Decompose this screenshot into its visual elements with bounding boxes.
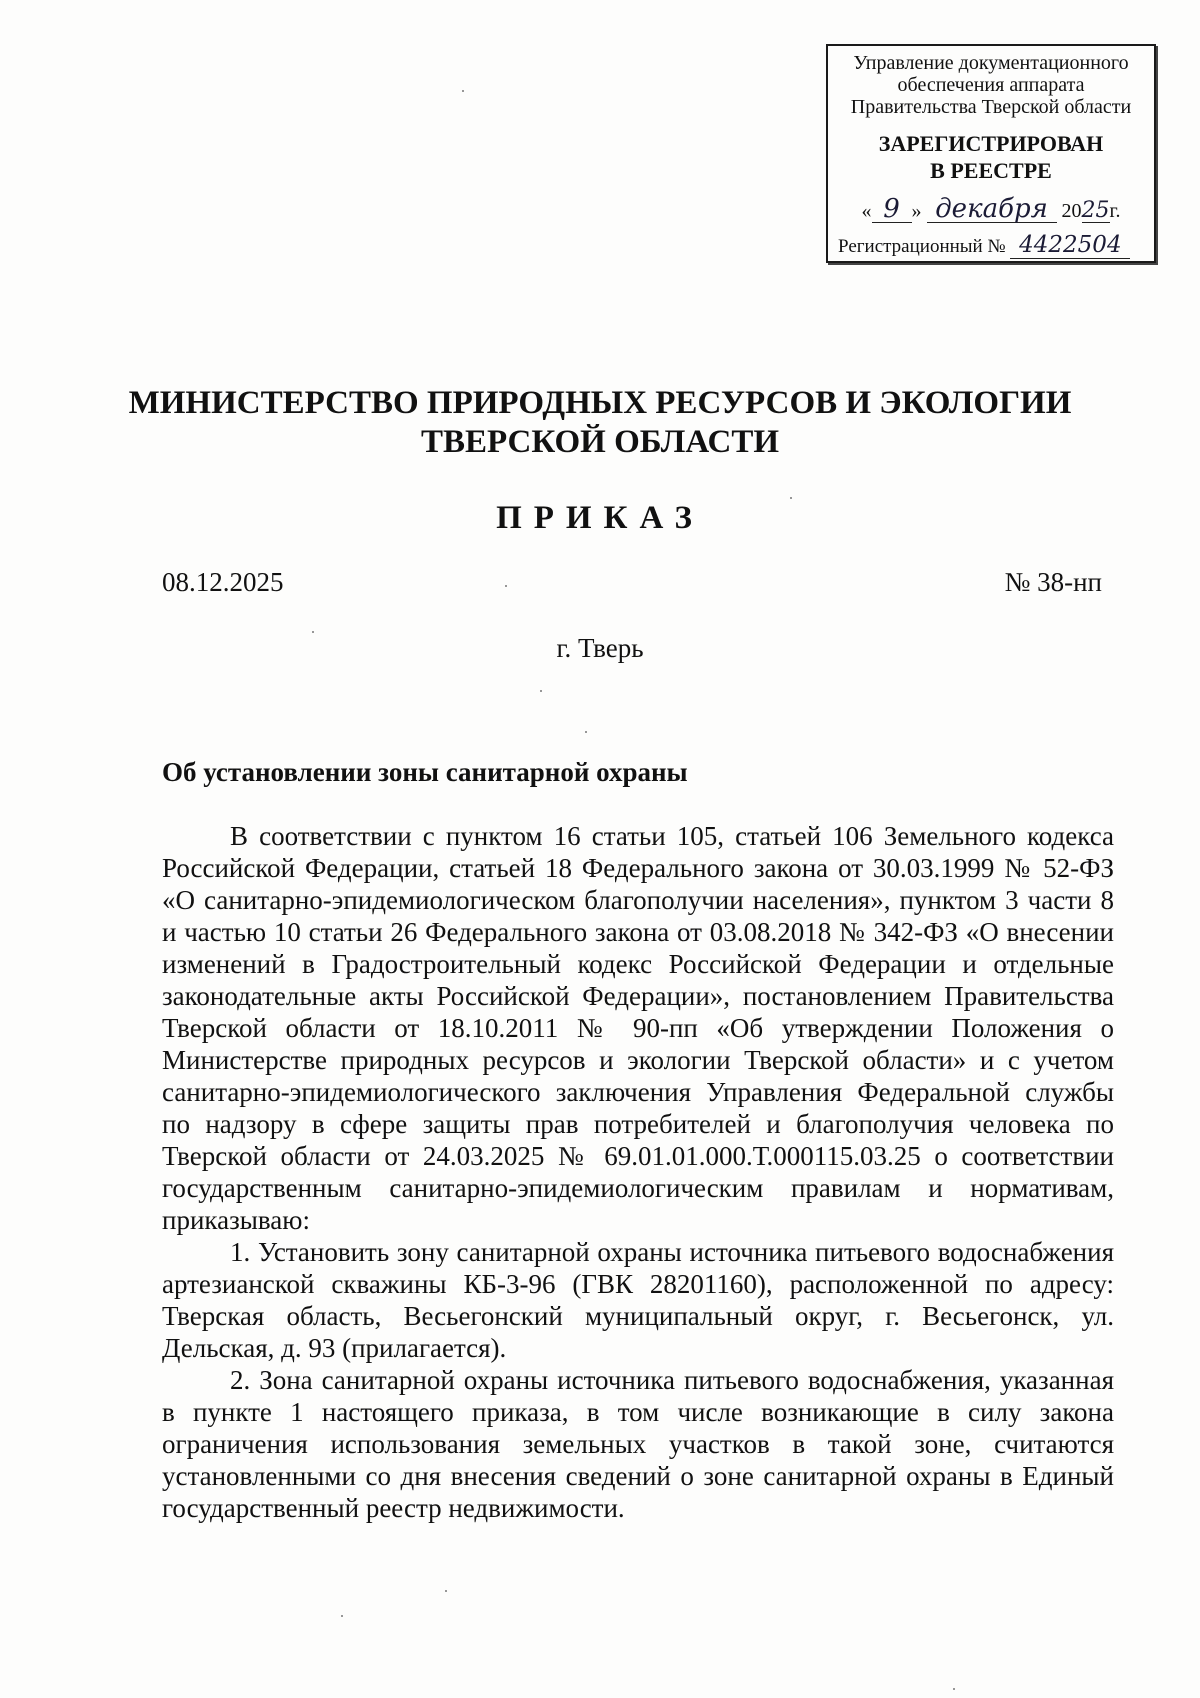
order-item-2: 2. Зона санитарной охраны источника питьевого водоснабжения, указанная в пункте 1 настоящего приказа, в том числе возникающие в силу закона ограничения использования земельных участков в такой зоне, считаются установленными со дня внесения сведений о зоне санитарной охраны в Единый государственный реестр недвижимости. bbox=[162, 1365, 1114, 1523]
stamp-date-month: декабря bbox=[935, 194, 1048, 224]
stamp-registration-number-line bbox=[828, 234, 1154, 259]
order-preamble: В соответствии с пунктом 16 статьи 105, статьей 106 Земельного кодекса Российской Федерации, статьей 18 Федерального закона от 30.03.1999 № 52-ФЗ «О санитарно-эпидемиологическом благополучии населения», пунктом 3 части 8 и частью 10 статьи 26 Федерального закона от 03.08.2018 № 342-ФЗ «О внесении изменений в Градостроительный кодекс Российской Федерации и отдельные законодательные акты Российской Федерации», постановлением Правительства Тверской области от 18.10.2011 № 90-пп «Об утверждении Положения о Министерстве природных ресурсов и экологии Тверской области» и с учетом санитарно-эпидемиологического заключения Управления Федеральной службы по надзору в сфере защиты прав потребителей и благополучия человека по Тверской области от 24.03.2025 № 69.01.01.000.Т.000115.03.25 о соответствии государственным санитарно-эпидемиологическим правилам и нормативам, приказываю: bbox=[162, 821, 1114, 1235]
order-city: г. Тверь bbox=[556, 633, 644, 663]
stamp-department-line-3: Правительства Тверской области bbox=[850, 96, 1132, 118]
stamp-registered-heading bbox=[828, 130, 1154, 184]
stamp-date-year-prefix: 20 bbox=[1061, 200, 1082, 222]
stamp-registration-number-value: 4422504 bbox=[1019, 232, 1122, 258]
order-body bbox=[162, 820, 1114, 1524]
stamp-department-line-2: обеспечения аппарата bbox=[897, 74, 1085, 96]
order-title: ПРИКАЗ bbox=[496, 500, 704, 536]
stamp-date-open-quote: « bbox=[861, 200, 872, 222]
stamp-date-close-quote: » bbox=[911, 200, 922, 222]
stamp-registration-number-label: Регистрационный № bbox=[838, 236, 1006, 257]
ministry-name bbox=[100, 384, 1100, 462]
order-date: 08.12.2025 bbox=[162, 567, 284, 597]
order-number: № 38-нп bbox=[1004, 567, 1102, 597]
stamp-date-line bbox=[828, 194, 1154, 224]
stamp-registered-line-1: ЗАРЕГИСТРИРОВАН bbox=[878, 131, 1104, 156]
stamp-date-year-suffix: 25 bbox=[1081, 198, 1110, 223]
ministry-name-line-1: МИНИСТЕРСТВО ПРИРОДНЫХ РЕСУРСОВ И ЭКОЛОГИИ bbox=[128, 385, 1072, 421]
stamp-registered-line-2: В РЕЕСТРЕ bbox=[930, 158, 1052, 183]
order-subject: Об установлении зоны санитарной охраны bbox=[162, 757, 688, 787]
stamp-date-year-letter: г. bbox=[1109, 200, 1121, 222]
order-item-1: 1. Установить зону санитарной охраны источника питьевого водоснабжения артезианской скважины КБ-3-96 (ГВК 28201160), расположенной по адресу: Тверская область, Весьегонский муниципальный округ, г. Весьегонск, ул. Дельская, д. 93 (прилагается). bbox=[162, 1237, 1114, 1363]
registration-stamp bbox=[826, 44, 1156, 263]
stamp-department-line-1: Управление документационного bbox=[853, 52, 1129, 74]
stamp-date-day: 9 bbox=[883, 194, 900, 224]
ministry-name-line-2: ТВЕРСКОЙ ОБЛАСТИ bbox=[420, 424, 780, 460]
